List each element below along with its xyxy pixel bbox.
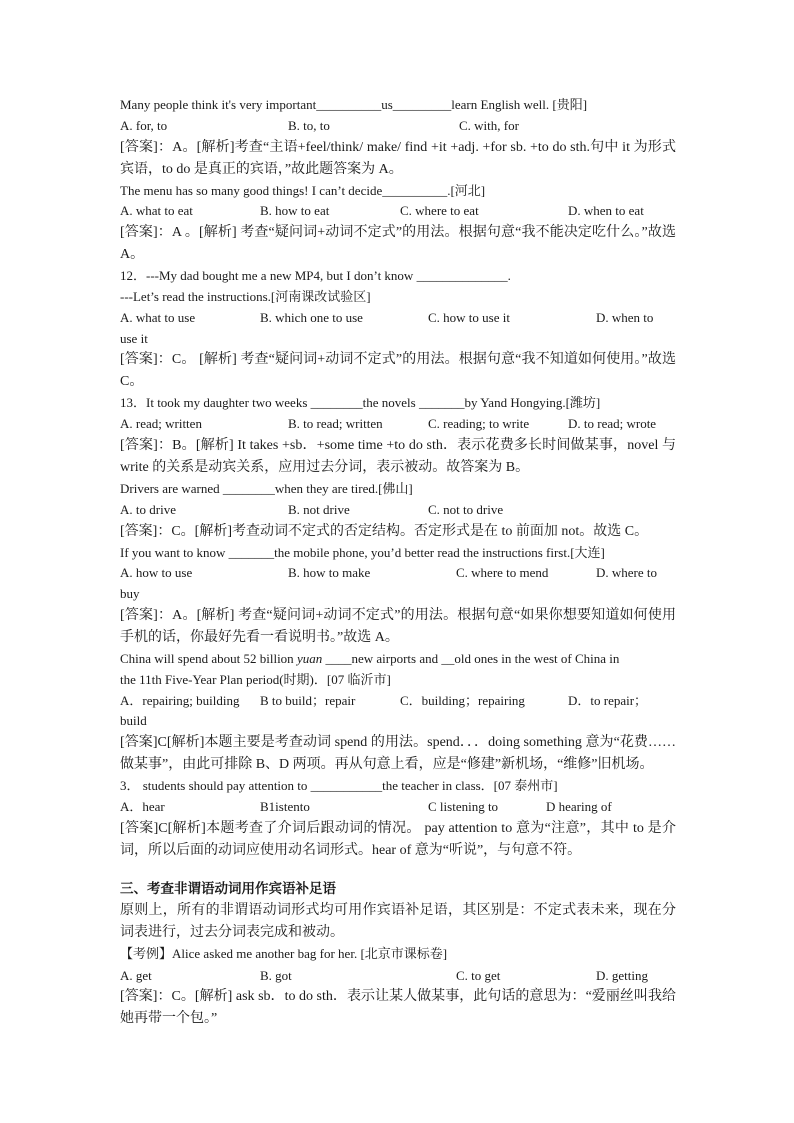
question-stem: Drivers are warned ________when they are tired.[佛山] bbox=[120, 480, 413, 496]
example-text: Alice asked me another bag for her. [北京市课标卷] bbox=[172, 945, 448, 961]
option-c: C. where to eat bbox=[400, 203, 479, 219]
option-a: A. read; written bbox=[120, 416, 202, 432]
options-row bbox=[120, 797, 676, 818]
question-stem-line2: the 11th Five-Year Plan period(时期)．[07 临沂市] bbox=[120, 671, 391, 687]
option-d: D. to read; wrote bbox=[568, 416, 657, 432]
option-c: C listening to bbox=[428, 798, 499, 814]
answer-explanation: [答案]C[解析]本题主要是考查动词 spend 的用法。spend．．．doing something 意为“花费……做某事”，由此可排除 B、D 两项。再从句意上看，应是“修建”新机场，“维修”旧机场。 bbox=[120, 735, 676, 773]
option-a: A. to drive bbox=[120, 501, 176, 517]
answer-explanation: [答案]：B。[解析] It takes +sb．+some time +to do sth．表示花费多长时间做某事，novel 与 write 的关系是动宾关系，应用过去分词，表示被动。故答案为 B。 bbox=[120, 437, 676, 475]
option-a: A. what to use bbox=[120, 309, 196, 325]
option-d: D．to repair； bbox=[568, 692, 648, 708]
example-label: 【考例】 bbox=[120, 946, 173, 962]
option-b: B. how to eat bbox=[260, 203, 330, 219]
option-d: D. when to eat bbox=[568, 203, 644, 219]
option-c: C. with, for bbox=[459, 117, 519, 133]
answer-explanation: [答案]：A 。[解析] 考查“疑问词+动词不定式”的用法。根据句意“我不能决定吃什么。”故选 A。 bbox=[120, 225, 676, 263]
question-stem: 12．---My dad bought me a new MP4, but I don’t know ______________. bbox=[120, 268, 511, 284]
option-b: B. to, to bbox=[288, 117, 330, 133]
options-row bbox=[120, 308, 676, 329]
section-heading: 三、考查非谓语动词用作宾语补足语 bbox=[120, 880, 336, 897]
option-a: A. for, to bbox=[120, 117, 168, 133]
option-c: C. where to mend bbox=[456, 565, 549, 581]
option-b: B. to read; written bbox=[288, 416, 383, 432]
question-stem: If you want to know _______the mobile phone, you’d better read the instructions first.[大连] bbox=[120, 544, 605, 560]
question-stem: 13．It took my daughter two weeks ________the novels _______by Yand Hongying.[潍坊] bbox=[120, 395, 601, 411]
options-row bbox=[120, 691, 676, 712]
option-d: D. when to bbox=[596, 309, 654, 325]
answer-explanation: [答案]：C。[解析] ask sb．to do sth．表示让某人做某事，此句话的意思为：“爱丽丝叫我给她再带一个包。” bbox=[120, 989, 676, 1027]
option-continuation: use it bbox=[120, 330, 148, 346]
option-b: B1istento bbox=[260, 798, 310, 814]
stem-part: ____new airports and __old ones in the west of China in bbox=[322, 650, 620, 666]
option-b: B. not drive bbox=[288, 501, 350, 517]
answer-explanation: [答案]C[解析]本题考查了介词后跟动词的情况。 pay attention to 意为“注意”，其中 to 是介词，所以后面的动词应使用动名词形式。hear of 意为“听说”，与句意不符。 bbox=[120, 820, 676, 858]
answer-explanation: [答案]：A。[解析] 考查“疑问词+动词不定式”的用法。根据句意“如果你想要知道如何使用手机的话，你最好先看一看说明书。”故选 A。 bbox=[120, 607, 676, 645]
document-page bbox=[120, 95, 676, 1030]
question-stem: 3． students should pay attention to ___________the teacher in class．[07 泰州市] bbox=[120, 778, 558, 794]
stem-italic-word: yuan bbox=[296, 650, 323, 666]
section-intro: 原则上，所有的非谓语动词形式均可用作宾语补足语，其区别是：不定式表未来，现在分词表进行，过去分词表完成和被动。 bbox=[120, 902, 676, 940]
answer-explanation: [答案]：C。 [解析] 考查“疑问词+动词不定式”的用法。根据句意“我不知道如何使用。”故选 C。 bbox=[120, 352, 676, 390]
option-c: C. to get bbox=[456, 967, 501, 983]
option-b: B to build；repair bbox=[260, 692, 356, 708]
option-a: A. how to use bbox=[120, 565, 193, 581]
option-c: C. how to use it bbox=[428, 309, 510, 325]
option-continuation: buy bbox=[120, 586, 140, 602]
option-c: C．building；repairing bbox=[400, 692, 525, 708]
stem-part: China will spend about 52 billion bbox=[120, 650, 297, 666]
option-b: B. got bbox=[260, 967, 292, 983]
example-stem bbox=[120, 944, 676, 966]
option-continuation: build bbox=[120, 713, 147, 729]
options-row bbox=[120, 563, 676, 584]
question-stem bbox=[120, 649, 676, 670]
option-a: A. get bbox=[120, 967, 152, 983]
question-stem: Many people think it's very important__________us_________learn English well. [贵阳] bbox=[120, 97, 588, 112]
option-d: D hearing of bbox=[546, 798, 612, 814]
option-d: D. where to bbox=[596, 565, 658, 581]
question-stem-line2: ---Let’s read the instructions.[河南课改试验区] bbox=[120, 288, 371, 304]
answer-explanation: [答案]：A。[解析]考查“主语+feel/think/ make/ find +it +adj. +for sb. +to do sth.句中 it 为形式宾语，to do 是真正的宾语，”故此题答案为 A。 bbox=[120, 139, 676, 177]
options-row bbox=[120, 500, 676, 521]
options-row bbox=[120, 201, 676, 222]
options-row bbox=[120, 116, 676, 137]
option-c: C. reading; to write bbox=[428, 416, 530, 432]
option-d: D. getting bbox=[596, 967, 648, 983]
option-a: A．repairing; building bbox=[120, 692, 240, 708]
option-a: A．hear bbox=[120, 798, 165, 814]
options-row bbox=[120, 414, 676, 435]
answer-explanation: [答案]：C。[解析]考查动词不定式的否定结构。否定形式是在 to 前面加 not。故选 C。 bbox=[120, 523, 649, 539]
option-b: B. how to make bbox=[288, 565, 371, 581]
option-a: A. what to eat bbox=[120, 203, 193, 219]
option-b: B. which one to use bbox=[260, 309, 363, 325]
options-row bbox=[120, 966, 676, 987]
question-stem: The menu has so many good things! I can’t decide__________.[河北] bbox=[120, 182, 486, 198]
option-c: C. not to drive bbox=[428, 501, 504, 517]
